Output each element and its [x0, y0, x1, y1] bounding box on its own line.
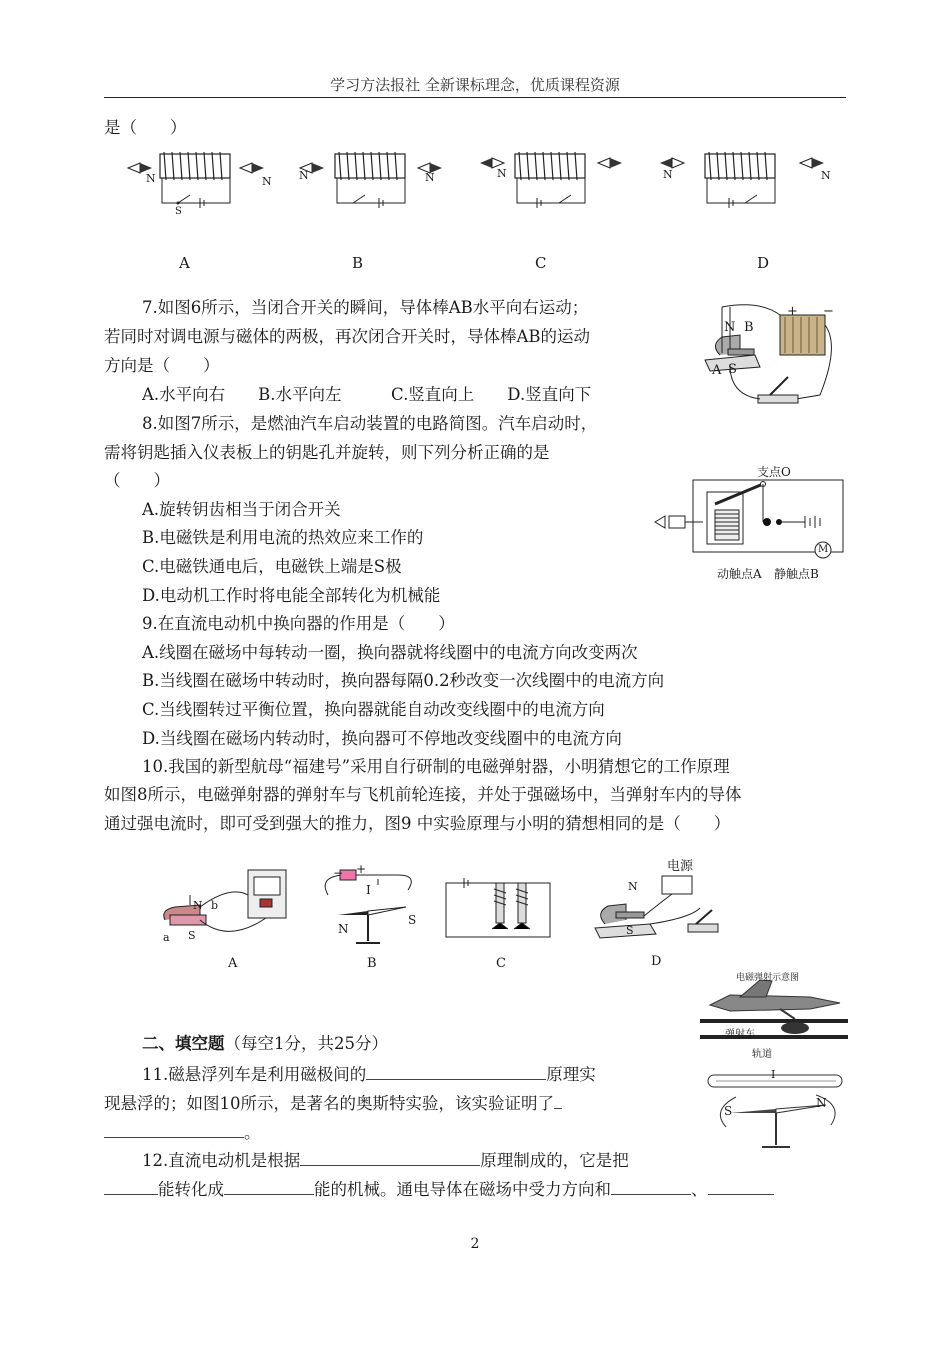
q10-figa-s: S	[188, 929, 196, 942]
q9-option-c: C.当线圈转过平衡位置，换向器就能自动改变线圈中的电流方向	[142, 700, 605, 719]
q6-solenoid-diagrams	[120, 148, 840, 218]
q10-fig-label-b: B	[367, 956, 377, 971]
q7-fig-b: B	[744, 320, 754, 335]
page-header: 学习方法报社 全新课标理念，优质课程资源	[330, 76, 620, 94]
q6-stem-tail: 是（ ）	[104, 118, 187, 137]
q8-line3: （ ）	[104, 471, 170, 490]
q10-figb-minus: −	[333, 866, 344, 880]
q7-line3: 方向是（ ）	[104, 356, 220, 375]
q6-diagram-b	[335, 152, 405, 208]
q6-label-n5: N	[497, 167, 507, 180]
q10-line3: 通过强电流时，即可受到强大的推力，图9 中实验原理与小明的猜想相同的是（ ）	[104, 814, 731, 833]
q10-line2: 如图8所示，电磁弹射器的弹射车与飞机前轮连接，并处于强磁场中，当弹射车内的导体	[104, 785, 742, 804]
q6-option-c: C	[535, 254, 547, 272]
q6-label-n6: N	[663, 168, 673, 181]
q7-figure-6	[700, 305, 845, 415]
q11-fig-s: S	[724, 1104, 733, 1118]
q7-fig-plus: +	[787, 304, 798, 319]
q11-fig-i: I	[771, 1068, 776, 1081]
q10-figb-n: N	[338, 922, 349, 936]
header-divider	[104, 97, 846, 98]
q9-stem: 9.在直流电动机中换向器的作用是（ ）	[142, 614, 455, 633]
q10-figb-i: I	[366, 883, 371, 897]
q6-switch-label: S	[175, 206, 182, 217]
q8-line1: 8.如图7所示，是燃油汽车启动装置的电路简图。汽车启动时，	[142, 414, 598, 433]
q11-blank-1[interactable]	[366, 1062, 546, 1080]
q10-fig-label-c: C	[496, 956, 506, 971]
q8-figure-7	[655, 470, 845, 570]
q6-option-d: D	[757, 254, 770, 272]
q12-blank-1[interactable]	[300, 1148, 480, 1166]
q8-line2: 需将钥匙插入仪表板上的钥匙孔并旋转，则下列分析正确的是	[104, 443, 550, 462]
q6-option-b: B	[352, 254, 364, 272]
q8-option-d: D.电动机工作时将电能全部转化为机械能	[142, 586, 441, 605]
q10-figd-n: N	[628, 880, 638, 893]
q10-figd-power: 电源	[667, 859, 694, 874]
q7-line2: 若同时对调电源与磁体的两极，再次闭合开关时，导体棒AB的运动	[104, 327, 591, 346]
q8-option-a: A.旋转钥齿相当于闭合开关	[142, 500, 341, 519]
q10-figb-plus: +	[356, 862, 367, 876]
q10-figure-a	[160, 865, 290, 945]
q10-figure-c	[444, 875, 554, 940]
q8-fig-motor: M	[818, 544, 829, 555]
q12-line2-a: 能转化成	[158, 1180, 224, 1199]
q10-catapult-title: 电磁弹射示意图	[736, 973, 800, 983]
q8-option-c: C.电磁铁通电后，电磁铁上端是S极	[142, 557, 402, 576]
q11-blank-2a[interactable]	[554, 1091, 562, 1109]
q12-line2-c: 、	[691, 1180, 708, 1199]
q6-diagram-a	[160, 152, 230, 208]
q9-option-a: A.线圈在磁场中每转动一圈，换向器就将线圈中的电流方向改变两次	[142, 643, 638, 662]
q11-line3-end: 。	[244, 1123, 261, 1142]
q7-fig-s: S	[728, 362, 737, 377]
q7-fig-a: A	[712, 363, 722, 378]
q10-figa-b: b	[211, 899, 219, 912]
q8-fig-static-contact: 静触点B	[774, 567, 819, 581]
q7-options: A.水平向右 B.水平向左 C.竖直向上 D.竖直向下	[142, 385, 592, 404]
q11-line1	[142, 1062, 596, 1085]
q9-option-d: D.当线圈在磁场内转动时，换向器可不停地改变线圈中的电流方向	[142, 729, 622, 748]
q10-figa-n: N	[193, 899, 203, 912]
q12-blank-5[interactable]	[708, 1177, 774, 1195]
q8-fig-pivot: 支点O	[757, 465, 791, 479]
q8-fig-moving-contact: 动触点A	[717, 567, 762, 581]
q11-line3	[104, 1120, 261, 1143]
q12-part1: 12.直流电动机是根据	[142, 1151, 301, 1170]
q6-label-n7: N	[821, 169, 831, 182]
q7-fig-n: N	[724, 320, 736, 335]
q11-part1: 11.磁悬浮列车是利用磁极间的	[142, 1065, 367, 1084]
q10-figure-d	[590, 858, 740, 943]
q12-blank-4[interactable]	[611, 1177, 691, 1195]
q6-label-n3: N	[299, 169, 309, 182]
q10-catapult-car: 弹射车	[725, 1029, 755, 1040]
q8-option-b: B.电磁铁是利用电流的热效应来工作的	[142, 528, 424, 547]
q9-option-b: B.当线圈在磁场中转动时，换向器每隔0.2秒改变一次线圈中的电流方向	[142, 671, 665, 690]
q10-figb-s: S	[408, 913, 417, 927]
q10-line1: 10.我国的新型航母“福建号”采用自行研制的电磁弹射器，小明猜想它的工作原理	[142, 757, 730, 776]
section2-heading	[142, 1034, 388, 1054]
q10-fig-label-d: D	[651, 954, 662, 969]
q10-figd-s: S	[626, 924, 634, 937]
q6-diagram-d	[705, 152, 775, 208]
q12-blank-3[interactable]	[224, 1177, 314, 1195]
page-number: 2	[470, 1236, 480, 1252]
q12-part2: 原理制成的，它是把	[480, 1151, 629, 1170]
section2-title: 二、填空题	[142, 1034, 225, 1053]
q11-fig-n: N	[816, 1096, 827, 1110]
q6-label-n1: N	[146, 172, 156, 185]
q7-line1: 7.如图6所示，当闭合开关的瞬间，导体棒AB水平向右运动；	[142, 298, 589, 317]
q7-fig-minus: −	[823, 304, 834, 319]
q11-line2-text: 现悬浮的；如图10所示，是著名的奥斯特实验，该实验证明了	[104, 1094, 554, 1113]
q12-line1	[142, 1148, 629, 1171]
q6-option-a: A	[179, 254, 190, 272]
q11-part2: 原理实	[546, 1065, 596, 1084]
q6-label-n2: N	[262, 175, 272, 188]
q12-line2-b: 能的机械。通电导体在磁场中受力方向和	[314, 1180, 611, 1199]
q11-blank-2b[interactable]	[104, 1120, 244, 1138]
q11-line2	[104, 1091, 562, 1114]
q6-diagram-c	[515, 152, 585, 208]
section2-note: （每空1分，共25分）	[224, 1034, 388, 1053]
q12-line2	[104, 1177, 774, 1200]
q10-catapult-track: 轨道	[752, 1049, 772, 1060]
q10-figa-a: a	[163, 931, 170, 944]
q10-catapult-figure	[700, 975, 850, 1055]
q12-blank-2[interactable]	[104, 1177, 158, 1195]
q10-fig-label-a: A	[228, 956, 238, 971]
q6-label-n4: N	[425, 171, 435, 184]
